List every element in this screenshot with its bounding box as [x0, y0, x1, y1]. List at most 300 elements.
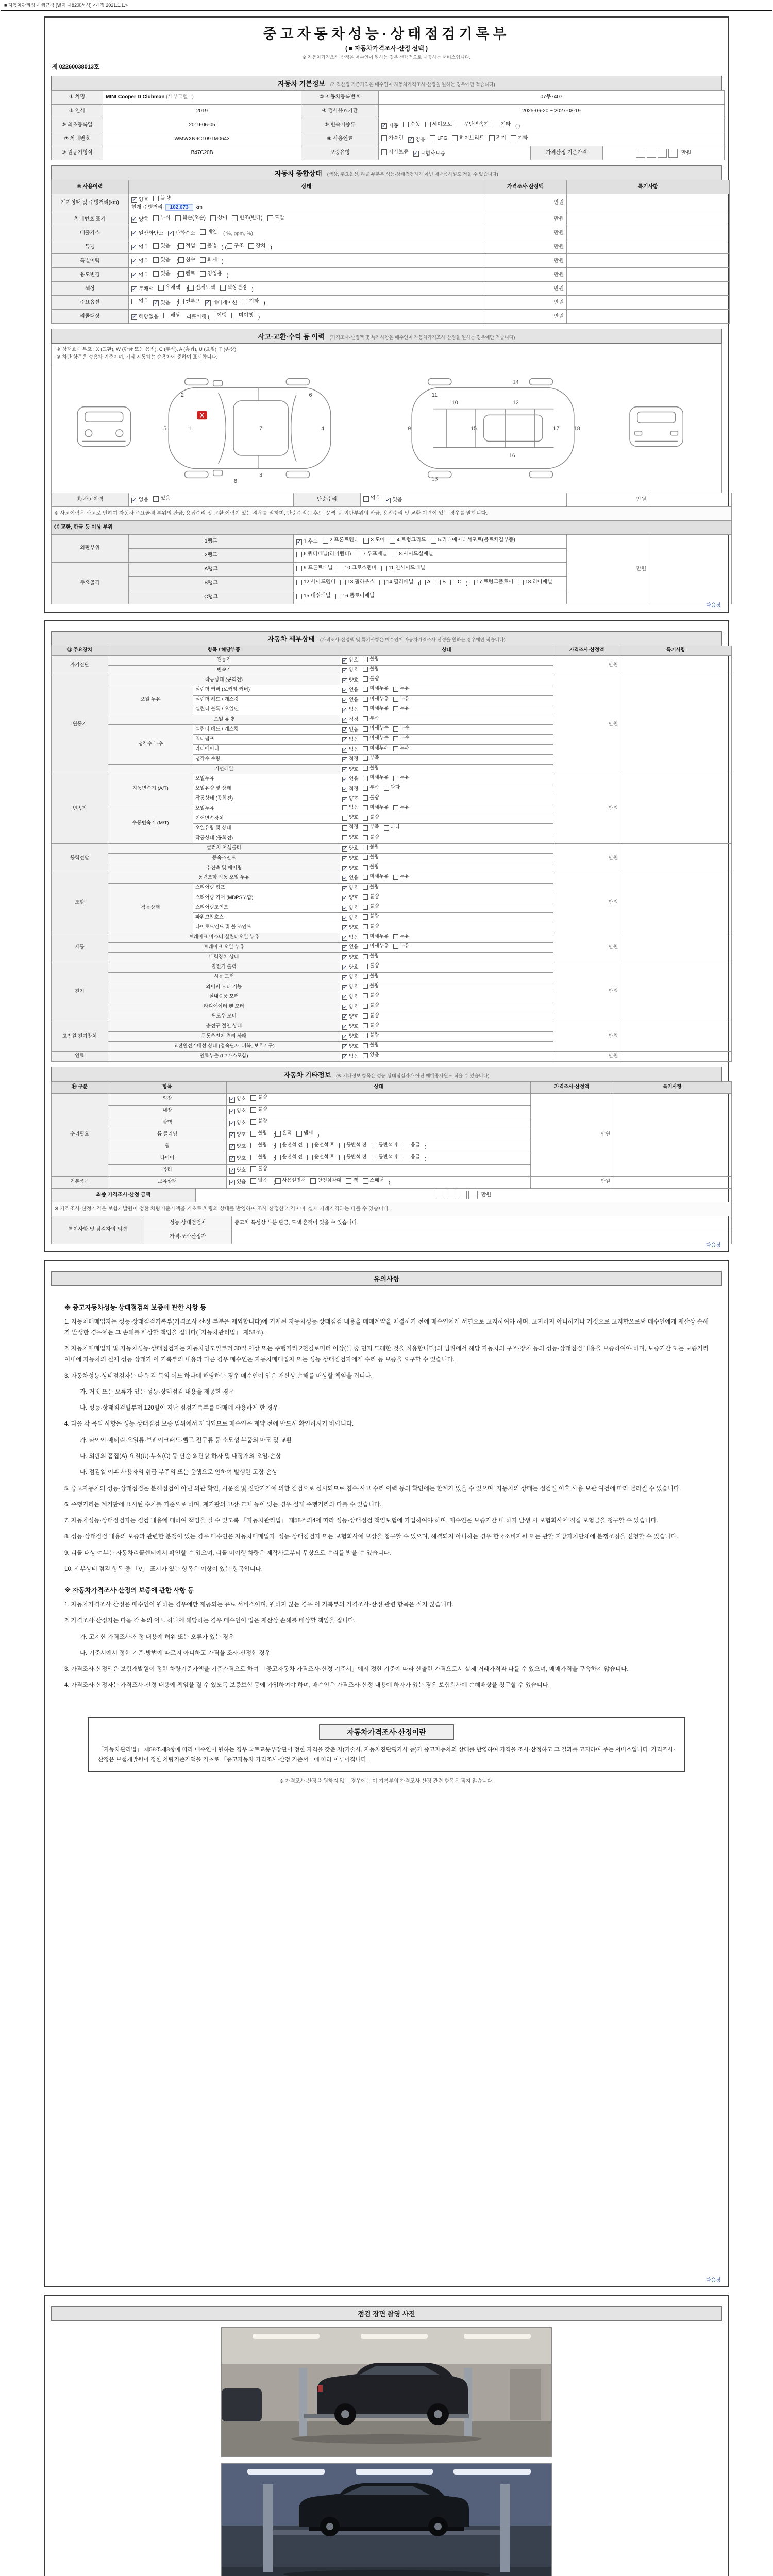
checkbox-이행[interactable] [210, 312, 227, 319]
checkbox-양호[interactable]: ✓ 양호 [342, 855, 359, 862]
text: ( [272, 1156, 275, 1162]
checkbox-5.라디에이터서포트(볼트체결부품)[interactable] [431, 537, 515, 544]
checkbox-흔적[interactable] [275, 1130, 292, 1137]
text: 윈도우 모터 [211, 1013, 237, 1020]
table-cell [108, 675, 340, 685]
text: 브레이크 마스터 실린더오일 누유 [189, 934, 259, 940]
checkbox-양호[interactable]: ✓ 양호 [229, 1132, 246, 1139]
checkbox-자가보증[interactable] [381, 149, 409, 156]
checkbox-없음[interactable]: ✓ 없음 [131, 497, 149, 503]
text: 가격조사·산정액 [554, 1084, 590, 1090]
checkbox-누유[interactable] [393, 696, 409, 703]
notice-item: 4. 다음 각 목의 사항은 성능·상태점검 보증 범위에서 제외되므로 매수인은 계약 전에 반드시 확인하시기 바랍니다. [64, 1421, 354, 1428]
checkbox-label: 3.도어 [371, 537, 385, 544]
checkbox-6.쿼터패널(리어펜더)[interactable] [296, 551, 351, 558]
text: 고전원전기배선 상태 (접속단자, 피복, 보호기구) [173, 1043, 275, 1049]
checkbox-보험사보증[interactable]: ✓ 보험사보증 [413, 150, 445, 157]
checkbox-누수[interactable] [393, 745, 409, 752]
checkbox-영업용[interactable] [200, 270, 222, 278]
text: 스티어링 기어 (MDPS포함) [195, 894, 254, 901]
checkbox-부족[interactable] [363, 824, 379, 831]
next-page-link[interactable]: 다음장 [706, 2277, 721, 2283]
checkbox-A[interactable] [420, 579, 431, 586]
checkbox-양호[interactable]: ✓ 양호 [342, 1004, 359, 1010]
section-note-accident: (가격조사·산정액 및 특기사항은 매수인이 자동차가격조사·산정을 원하는 경우에만 적습니다) [329, 335, 515, 341]
checkbox-양호[interactable] [342, 815, 358, 821]
checkbox-동반석 후[interactable] [372, 1142, 399, 1149]
checkbox-불량[interactable] [363, 1023, 379, 1029]
table-cell [567, 226, 730, 240]
text: ( [272, 1132, 275, 1139]
checkbox-양호[interactable]: ✓ 양호 [342, 766, 359, 773]
checkbox-누유[interactable] [393, 874, 409, 880]
checkbox-유채색[interactable] [158, 284, 180, 292]
checkbox-침수[interactable] [178, 257, 195, 264]
checkbox-양호[interactable]: ✓ 양호 [342, 974, 359, 981]
checkbox-탄화수소[interactable]: ✓ 탄화수소 [169, 230, 195, 237]
checkbox-불량[interactable] [363, 904, 379, 910]
checkbox-미세누유[interactable] [363, 696, 389, 703]
checkbox-적정[interactable]: ✓ 적정 [342, 756, 359, 763]
checkbox-label: 기타 [249, 298, 259, 304]
checkbox-없음[interactable] [250, 1178, 267, 1184]
checkbox-1.후드[interactable]: ✓ 1.후드 [296, 538, 318, 545]
checkbox-불량[interactable] [363, 795, 379, 802]
checkbox-17.트렁크플로어[interactable] [469, 579, 513, 586]
checkbox-미이행[interactable] [231, 312, 254, 319]
label-inspection-validity [301, 105, 379, 118]
checkbox-label: 영업용 [207, 270, 223, 277]
checkbox-누수[interactable] [393, 735, 409, 742]
checkbox-B[interactable] [435, 579, 446, 586]
text: 연료누출 (LP가스포함) [199, 1053, 248, 1059]
checkbox-label: 양호 [349, 657, 359, 664]
checkbox-18.리어패널[interactable] [518, 579, 552, 586]
checkbox-양호[interactable]: ✓ 양호 [342, 1014, 359, 1020]
checkbox-색상변경[interactable] [220, 284, 247, 292]
checkbox-양호[interactable]: ✓ 양호 [342, 796, 359, 803]
checkbox-없음[interactable]: ✓ 없음 [342, 707, 359, 714]
next-page-link[interactable]: 다음장 [706, 602, 721, 608]
checkbox-양호[interactable]: ✓ 양호 [342, 895, 359, 902]
checkbox-없음[interactable]: ✓ 없음 [342, 875, 359, 882]
checkbox-전체도색[interactable] [188, 284, 215, 292]
table-cell [340, 695, 553, 705]
table-cell [227, 1153, 531, 1164]
checkbox-label: 5.라디에이터서포트(볼트체결부품) [438, 537, 515, 544]
checkbox-label: 불량 [369, 884, 379, 890]
checkbox-기타[interactable] [242, 298, 259, 306]
checkbox-장치[interactable] [248, 243, 265, 250]
checkbox-양호[interactable]: ✓ 양호 [342, 845, 359, 852]
text: 변속기 [216, 667, 231, 673]
checkbox-불량[interactable] [250, 1107, 267, 1113]
checkbox-불량[interactable] [363, 656, 379, 663]
checkbox-누유[interactable] [393, 943, 409, 950]
checkbox-없음[interactable]: ✓ 없음 [342, 944, 359, 951]
checkbox-매연[interactable] [200, 229, 217, 236]
checkbox-label: 불량 [258, 1118, 267, 1125]
checkbox-누유[interactable] [393, 706, 409, 713]
checkbox-불법[interactable] [200, 243, 217, 250]
table-cell [227, 1117, 531, 1129]
checkbox-양호[interactable]: ✓ 양호 [342, 885, 359, 892]
text: 유리 [162, 1167, 172, 1173]
checkbox-없음[interactable]: ✓ 없음 [342, 697, 359, 703]
checkbox-불량[interactable] [363, 765, 379, 772]
checkbox-불량[interactable] [363, 844, 379, 851]
checkbox-label: 썬루프 [185, 298, 200, 304]
text: MINI Cooper D Clubman [106, 94, 165, 100]
checkbox-2.프론트펜더[interactable] [323, 537, 359, 544]
checkbox-무단변속기[interactable] [457, 121, 489, 128]
front-view-icon [77, 406, 130, 446]
next-page-link[interactable]: 다음장 [706, 1242, 721, 1248]
checkbox-적정[interactable] [342, 824, 358, 831]
table-cell [620, 1022, 732, 1052]
table-cell [108, 685, 193, 715]
checkbox-없음[interactable]: ✓ 없음 [131, 244, 149, 251]
checkbox-label: 양호 [237, 1132, 246, 1138]
checkbox-있음[interactable] [153, 257, 170, 264]
checkbox-스패너[interactable] [363, 1178, 384, 1184]
checkbox-양호[interactable]: ✓ 양호 [342, 914, 359, 921]
checkbox-네비게이션[interactable]: ✓ 네비게이션 [205, 300, 238, 307]
checkbox-미세누수[interactable] [363, 735, 389, 742]
checkbox-누유[interactable] [393, 805, 409, 811]
checkbox-과다[interactable] [384, 785, 400, 791]
checkbox-불량[interactable] [363, 983, 379, 990]
checkbox-전기[interactable] [489, 135, 506, 142]
checkbox-label: 13.휠하우스 [347, 579, 375, 585]
checkbox-10.크로스멤버[interactable] [338, 565, 377, 572]
checkbox-불량[interactable] [363, 676, 379, 683]
group-electrical [52, 962, 108, 1022]
text: 룸 클리닝 [157, 1131, 178, 1138]
checkbox-양호[interactable]: ✓ 양호 [342, 657, 359, 664]
checkbox-누유[interactable] [393, 775, 409, 782]
checkbox-불량[interactable] [153, 195, 170, 202]
checkbox-누유[interactable] [393, 686, 409, 692]
checkbox-3.도어[interactable] [363, 537, 385, 544]
checkbox-불량[interactable] [363, 953, 379, 960]
checkbox-불량[interactable] [363, 993, 379, 999]
checkbox-15.대쉬패널[interactable] [296, 592, 331, 600]
checkbox-부족[interactable] [363, 755, 379, 762]
checkbox-상이[interactable] [210, 215, 227, 222]
checkbox-불량[interactable] [363, 924, 379, 930]
checkbox-불량[interactable] [363, 1003, 379, 1009]
checkbox-사용설명서[interactable] [275, 1178, 306, 1184]
checkbox-없음[interactable] [342, 805, 358, 811]
checkbox-양호[interactable]: ✓ 양호 [229, 1108, 246, 1115]
checkbox-양호[interactable]: ✓ 양호 [342, 677, 359, 684]
table-cell [340, 675, 553, 685]
checkbox-응급[interactable] [404, 1142, 420, 1149]
checkbox-8.사이드실패널[interactable] [392, 551, 433, 558]
checkbox-자동[interactable]: ✓ 자동 [381, 122, 399, 129]
checkbox-경유[interactable]: ✓ 경유 [408, 136, 426, 143]
checkbox-불량[interactable] [363, 884, 379, 891]
checkbox-적정[interactable]: ✓ 적정 [342, 717, 359, 723]
checkbox-불량[interactable] [363, 666, 379, 673]
checkbox-해당[interactable] [163, 312, 180, 319]
checkbox-훼손(오손)[interactable] [175, 215, 206, 222]
checkbox-불량[interactable] [363, 1013, 379, 1020]
checkbox-부식[interactable] [153, 215, 170, 222]
table-cell [649, 493, 732, 506]
checkbox-응급[interactable] [404, 1154, 420, 1161]
checkbox-14.필러패널[interactable] [379, 579, 414, 586]
checkbox-미세누유[interactable] [363, 686, 389, 692]
checkbox-동반석 전[interactable] [339, 1142, 366, 1149]
checkbox-양호[interactable]: ✓ 양호 [131, 216, 149, 223]
checkbox-양호[interactable]: ✓ 양호 [342, 905, 359, 911]
checkbox-양호[interactable]: ✓ 양호 [342, 667, 359, 674]
checkbox-부족[interactable] [363, 785, 379, 791]
checkbox-label: 양호 [139, 216, 149, 223]
checkbox-양호[interactable]: ✓ 양호 [342, 1033, 359, 1040]
checkbox-해당없음[interactable]: ✓ 해당없음 [131, 314, 159, 320]
checkbox-있음[interactable]: ✓ 있음 [229, 1179, 246, 1186]
checkbox-없음[interactable]: ✓ 없음 [342, 726, 359, 733]
checkbox-운전석 전[interactable] [275, 1154, 303, 1161]
sheet-detail-misc [44, 620, 729, 1252]
checkbox-있음[interactable]: ✓ 있음 [154, 300, 171, 307]
checkbox-양호[interactable]: ✓ 양호 [342, 865, 359, 872]
checkbox-label: 누유 [400, 804, 410, 810]
checkbox-불량[interactable] [363, 973, 379, 980]
checkbox-label: 양호 [349, 905, 359, 911]
checkbox-적법[interactable] [178, 243, 195, 250]
checkbox-기타[interactable] [494, 121, 511, 128]
checkbox-label: 양호 [349, 845, 359, 852]
text: 계기상태 및 주행거리(km) [61, 200, 119, 206]
table-cell [553, 655, 620, 675]
checkbox-있음[interactable] [153, 270, 170, 278]
table-cell [340, 765, 553, 774]
checkbox-불량[interactable] [363, 963, 379, 970]
accident-definition-note [52, 506, 732, 520]
checkbox-안전삼각대[interactable] [310, 1178, 341, 1184]
checkbox-양호[interactable]: ✓ 양호 [229, 1096, 246, 1103]
value-car-name [103, 91, 301, 105]
checkbox-냄새[interactable] [296, 1130, 313, 1137]
checkbox-없음[interactable]: ✓ 없음 [131, 258, 149, 265]
checkbox-있음[interactable] [153, 243, 170, 250]
checkbox-label: 부족 [369, 785, 379, 791]
checkbox-불량[interactable] [363, 894, 379, 901]
checkbox-label: 11.인사이드패널 [388, 565, 425, 571]
checkbox-C[interactable] [450, 579, 461, 586]
table-cell [567, 268, 730, 282]
checkbox-가솔린[interactable] [381, 135, 404, 142]
checkbox-불량[interactable] [250, 1154, 267, 1161]
label-simple-repair [294, 493, 361, 506]
checkbox-수동[interactable] [403, 121, 420, 128]
checkbox-label: 미세누수 [369, 725, 389, 732]
checkbox-13.휠하우스[interactable] [340, 579, 375, 586]
table-cell [108, 655, 340, 665]
checkbox-미세누유[interactable] [363, 874, 389, 880]
checkbox-7.루프패널[interactable] [356, 551, 387, 558]
table-cell [567, 310, 730, 324]
checkbox-있음[interactable] [153, 495, 170, 502]
checkbox-부족[interactable] [363, 716, 379, 722]
checkbox-없음[interactable]: ✓ 없음 [342, 935, 359, 941]
checkbox-동반석 전[interactable] [339, 1154, 366, 1161]
section-title-photos: 점검 장면 촬영 사진 [51, 2306, 722, 2321]
checkbox-미세누유[interactable] [363, 805, 389, 811]
checkbox-없음[interactable]: ✓ 없음 [342, 747, 359, 753]
checkbox-불량[interactable] [363, 1042, 379, 1049]
checkbox-양호[interactable]: ✓ 양호 [229, 1144, 246, 1150]
notice-item: 2. 가격조사·산정자는 다음 각 목의 어느 하나에 해당하는 경우 매수인이 입은 재산상 손해를 배상할 책임을 집니다. [64, 1618, 356, 1624]
text: 만원 [600, 1179, 610, 1185]
checkbox-불량[interactable] [363, 1032, 379, 1039]
checkbox-동반석 후[interactable] [372, 1154, 399, 1161]
table-cell [340, 784, 553, 794]
checkbox-세미오토[interactable] [425, 121, 452, 128]
rank-b [129, 576, 294, 590]
checkbox-없음[interactable]: ✓ 없음 [342, 687, 359, 693]
checkbox-있음[interactable] [363, 1052, 379, 1059]
value-transmission [379, 118, 725, 132]
page-title: 중고자동차성능·상태점검기록부 [263, 26, 510, 42]
damage-code-legend [51, 344, 722, 364]
group-outer-panel [52, 534, 129, 562]
table-cell [567, 240, 730, 254]
checkbox-렌트[interactable] [178, 270, 195, 278]
table-cell [193, 794, 340, 804]
checkbox-label: 양호 [349, 865, 359, 871]
text: 만원 [553, 299, 564, 306]
checkbox-양호[interactable]: ✓ 양호 [342, 925, 359, 931]
text: 차대번호 표기 [74, 216, 106, 222]
checkbox-있음[interactable]: ✓ 있음 [385, 497, 402, 503]
checkbox-운전석 전[interactable] [275, 1142, 303, 1149]
checkbox-양호[interactable]: ✓ 양호 [229, 1120, 246, 1127]
value-inspection-validity [379, 105, 725, 118]
checkbox-썬루프[interactable] [178, 298, 200, 306]
checkbox-적정[interactable]: ✓ 적정 [342, 786, 359, 792]
checkbox-양호[interactable]: ✓ 양호 [342, 964, 359, 971]
checkbox-불량[interactable] [250, 1095, 267, 1101]
checkbox-미세누유[interactable] [363, 943, 389, 950]
checkbox-불량[interactable] [363, 835, 379, 841]
text: 수동변속기 (M/T) [132, 820, 169, 826]
checkbox-양호[interactable]: ✓ 양호 [342, 954, 359, 961]
checkbox-불량[interactable] [363, 913, 379, 920]
rank-c [129, 590, 294, 604]
checkbox-미세누수[interactable] [363, 745, 389, 752]
checkbox-하이브리드[interactable] [452, 135, 484, 142]
text: 오일유량 및 상태 [195, 825, 231, 832]
checkbox-도말[interactable] [267, 215, 284, 222]
table-cell [340, 953, 553, 962]
checkbox-16.플로어패널[interactable] [335, 592, 375, 600]
checkbox-양호[interactable] [342, 835, 358, 841]
checkbox-양호[interactable]: ✓ 양호 [342, 1024, 359, 1030]
checkbox-4.트렁크리드[interactable] [390, 537, 426, 544]
checkbox-label: 불량 [369, 982, 379, 989]
text: 상태 [442, 647, 451, 653]
checkbox-양호[interactable]: ✓ 양호 [131, 197, 149, 204]
checkbox-label: 과다 [390, 824, 400, 831]
form-table [51, 90, 725, 160]
text: 상태 [374, 1084, 383, 1090]
checkbox-양호[interactable]: ✓ 양호 [229, 1167, 246, 1174]
checkbox-12.사이드멤버[interactable] [296, 579, 335, 586]
checkbox-불량[interactable] [363, 815, 379, 821]
checkbox-불량[interactable] [363, 854, 379, 861]
checkbox-불량[interactable] [250, 1166, 267, 1173]
table-cell [108, 1093, 227, 1105]
checkbox-불량[interactable] [250, 1118, 267, 1125]
checkbox-없음[interactable] [131, 298, 148, 306]
group-high-voltage [52, 1022, 108, 1052]
checkbox-무채색[interactable]: ✓ 무채색 [131, 286, 154, 293]
table-cell [340, 744, 553, 754]
table-cell [484, 282, 567, 296]
text: 동력전달 [70, 855, 89, 861]
checkbox-기타[interactable] [511, 135, 528, 142]
text: 보유상태 [158, 1179, 177, 1185]
checkbox-미세누유[interactable] [363, 775, 389, 782]
checkbox-label: 없음 [349, 804, 359, 810]
checkbox-운전석 후[interactable] [307, 1154, 334, 1161]
checkbox-11.인사이드패널[interactable] [381, 565, 425, 572]
text: ① 차명 [69, 94, 86, 100]
checkbox-과다[interactable] [384, 824, 400, 831]
checkbox-불량[interactable] [250, 1142, 267, 1149]
checkbox-양호[interactable]: ✓ 양호 [342, 1043, 359, 1050]
checkbox-변조(변타)[interactable] [232, 215, 262, 222]
label-engine-type [52, 146, 103, 160]
checkbox-미세누유[interactable] [363, 706, 389, 713]
checkbox-label: 미세누유 [369, 705, 389, 711]
checkbox-불량[interactable] [363, 864, 379, 871]
table-cell [567, 282, 730, 296]
checkbox-9.프론트패널[interactable] [296, 565, 333, 572]
checkbox-누수[interactable] [393, 725, 409, 732]
checkbox-일산화탄소[interactable]: ✓ 일산화탄소 [131, 230, 164, 237]
checkbox-구조[interactable] [227, 243, 244, 250]
checkbox-label: 불량 [369, 993, 379, 999]
checkbox-미세누수[interactable] [363, 725, 389, 732]
checkbox-불량[interactable] [250, 1130, 267, 1137]
checkbox-누유[interactable] [393, 934, 409, 940]
checkbox-미세누유[interactable] [363, 934, 389, 940]
table-cell [620, 675, 732, 774]
checkbox-label: 불량 [369, 1022, 379, 1028]
text: 만원 [608, 662, 618, 668]
checkbox-양호[interactable]: ✓ 양호 [342, 984, 359, 991]
checkbox-양호[interactable]: ✓ 양호 [342, 994, 359, 1001]
checkbox-없음[interactable]: ✓ 없음 [342, 736, 359, 743]
checkbox-양호[interactable]: ✓ 양호 [229, 1156, 246, 1162]
table-cell [227, 1105, 531, 1117]
checkbox-없음[interactable]: ✓ 없음 [131, 272, 149, 279]
checkbox-운전석 후[interactable] [307, 1142, 334, 1149]
checkbox-화재[interactable] [200, 257, 217, 264]
definition-box-title: 자동차가격조사·산정이란 [319, 1724, 454, 1740]
checkbox-없음[interactable]: ✓ 없음 [342, 1053, 359, 1060]
checkbox-없음[interactable]: ✓ 없음 [342, 776, 359, 783]
checkbox-없음[interactable] [363, 495, 380, 502]
checkbox-LPG[interactable] [430, 135, 447, 142]
checkbox-잭[interactable] [346, 1178, 358, 1184]
